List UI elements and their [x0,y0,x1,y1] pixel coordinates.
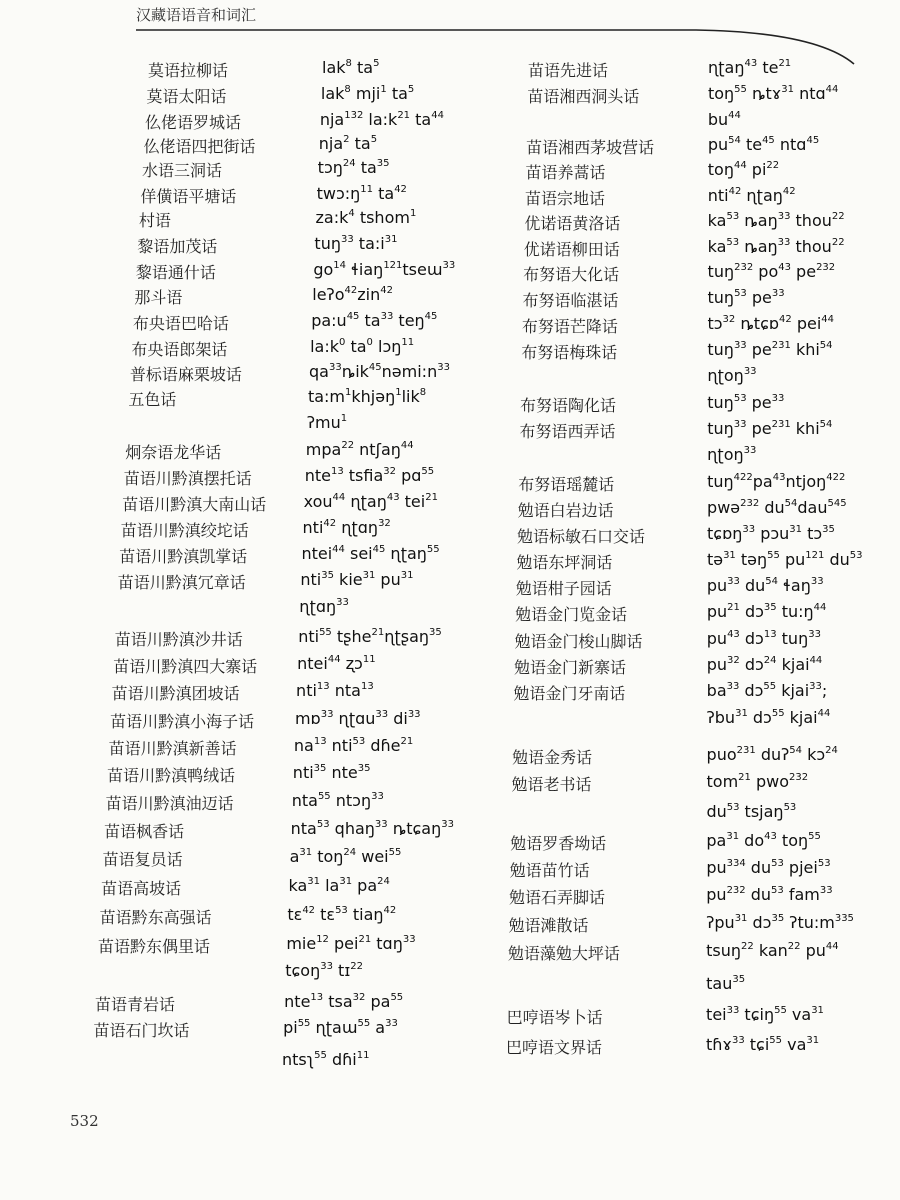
phonetic-form: tɛ$^{42}$ tɛ$^{53}$ tiaŋ$^{42}$ [287,905,397,924]
phonetic-form: $pu^{54}$ $te^{45}$ ntɑ$^{45}$ [707,135,820,154]
phonetic-form: ʔbu$^{31}$ dɔ$^{55}$ kjai$^{44}$ [706,708,831,727]
phonetic-form: tɕɒŋ$^{33}$ pɔu$^{31}$ tɔ$^{35}$ [707,524,835,543]
variety-name: 水语三洞话 [141,161,222,180]
phonetic-form: tɔ$^{32}$ ȵtɕɒ$^{42}$ pei$^{44}$ [707,314,835,333]
variety-name: 黎语加茂话 [137,237,218,256]
variety-name: 苗语黔东偶里话 [98,937,211,956]
phonetic-form: nti$^{42}$ ɳʈɑŋ$^{32}$ [302,518,391,537]
phonetic-form: nti$^{35}$ kie$^{31}$ $pu^{31}$ [300,570,414,589]
variety-name: 苗语川黔滇冗章话 [117,573,246,592]
phonetic-form: $la:k^0$ $ta^0$ lɔŋ$^{11}$ [310,337,415,356]
phonetic-form: tuŋ$^{53}$ $pe^{33}$ [707,288,785,307]
variety-name: 黎语通什话 [135,263,216,282]
phonetic-form: tom$^{21}$ pwo$^{232}$ [706,772,809,791]
phonetic-form: nta$^{55}$ ntɔŋ$^{33}$ [291,791,384,810]
running-header: 汉藏语语音和词汇 [136,6,257,24]
phonetic-form: tɔŋ$^{24}$ $ta^{35}$ [317,158,390,177]
phonetic-form: puo$^{231}$ duʔ$^{54}$ kɔ$^{24}$ [706,745,838,764]
phonetic-form: tuŋ$^{33}$ $pe^{231}$ khi$^{54}$ [707,419,833,438]
variety-name: 苗语川黔滇绞坨话 [120,521,249,540]
phonetic-form: $ta:m^1khjəŋ^1lik^8$ [307,387,427,406]
phonetic-form: tə$^{31}$ təŋ$^{55}$ $pu^{121}$ $du^{53}$ [706,550,863,569]
variety-name: 勉语苗竹话 [509,861,590,880]
variety-name: 佯僙语平塘话 [140,187,237,206]
variety-name: 勉语滩散话 [508,916,589,935]
variety-name: 莫语拉柳话 [148,61,229,80]
variety-name: 苗语川黔滇团坡话 [111,684,240,703]
variety-name: 苗语先进话 [528,61,609,80]
phonetic-form: ʔpu$^{31}$ dɔ$^{35}$ $ʔtu:m^{335}$ [706,913,854,932]
phonetic-form: $pu^{33}$ $du^{54}$ ɬaŋ$^{33}$ [706,576,824,595]
variety-name: 苗语川黔滇大南山话 [122,495,267,514]
phonetic-form: $tuŋ^{422}pa^{43}ntjoŋ^{422}$ [707,472,846,491]
variety-name: 布努语大化话 [523,265,620,284]
variety-name: 布努语瑶麓话 [518,475,615,494]
variety-name: 苗语川黔滇摆托话 [123,469,252,488]
variety-name: 苗语湘西洞头话 [527,87,640,106]
variety-name: 五色话 [128,390,177,409]
variety-name: 勉语白岩边话 [517,501,614,520]
variety-name: 布努语临湛话 [522,291,619,310]
phonetic-form: ɳʈaŋ$^{43}$ $te^{21}$ [708,58,792,77]
variety-name: 苗语高坡话 [101,879,182,898]
variety-name: 仫佬语四把街话 [143,137,256,156]
variety-name: 布央语巴哈话 [132,314,229,333]
variety-name: 布努语西弄话 [519,422,616,441]
variety-name: 苗语川黔滇四大寨话 [113,657,258,676]
phonetic-form: ntsʅ$^{55}$ dɦi$^{11}$ [282,1050,370,1069]
variety-name: 苗语复员话 [102,850,183,869]
phonetic-form: mɒ$^{33}$ ɳʈɑu$^{33}$ $di^{33}$ [294,709,421,728]
variety-name: 优诺语柳田话 [523,240,620,259]
page-number: 532 [70,1112,99,1130]
phonetic-form: $a^{31}$ toŋ$^{24}$ wei$^{55}$ [289,847,402,866]
phonetic-form: tuŋ$^{53}$ $pe^{33}$ [707,393,785,412]
variety-name: 布努语陶化话 [520,396,617,415]
phonetic-form: $qa^{33}ȵik^{45}nəmi:n^{33}$ [309,362,450,381]
variety-name: 勉语金门新寨话 [513,658,626,677]
variety-name: 苗语青岩话 [95,995,176,1014]
phonetic-form: $pa:u^{45}$ $ta^{33}$ teŋ$^{45}$ [311,311,438,330]
phonetic-form: $pu^{232}$ $du^{53}$ fam$^{33}$ [706,885,833,904]
phonetic-form: toŋ$^{55}$ ȵtɤ$^{31}$ ntɑ$^{44}$ [707,84,839,103]
phonetic-form: leʔo$^{42}$zin$^{42}$ [312,285,393,304]
variety-name: 那斗语 [134,288,183,307]
variety-name: 苗语石门坎话 [93,1021,190,1040]
phonetic-form: toŋ$^{44}$ $pi^{22}$ [707,160,780,179]
phonetic-form: nti$^{55}$ tʂhe$^{21}$ɳʈʂaŋ$^{35}$ [298,627,442,646]
phonetic-form: xou$^{44}$ ɳʈaŋ$^{43}$ tei$^{21}$ [303,492,438,511]
phonetic-form: ɳʈɑŋ$^{33}$ [299,597,349,616]
variety-name: 普标语麻栗坡话 [129,365,242,384]
variety-name: 巴哼语文界话 [506,1038,603,1057]
phonetic-form: $ka^{53}$ ȵaŋ$^{33}$ thou$^{22}$ [707,237,845,256]
phonetic-form: tei$^{33}$ tɕiŋ$^{55}$ $va^{31}$ [706,1005,824,1024]
phonetic-form: $du^{53}$ tsjaŋ$^{53}$ [706,802,797,821]
variety-name: 勉语金秀话 [512,748,593,767]
variety-name: 苗语养蒿话 [525,163,606,182]
variety-name: 巴哼语岑卜话 [506,1008,603,1027]
variety-name: 勉语柑子园话 [515,579,612,598]
phonetic-form: $pa^{31}$ $do^{43}$ toŋ$^{55}$ [706,831,821,850]
phonetic-form: tɦɤ$^{33}$ tɕi$^{55}$ $va^{31}$ [706,1035,820,1054]
variety-name: 勉语藻勉大坪话 [507,944,620,963]
variety-name: 炯奈语龙华话 [125,443,222,462]
variety-name: 苗语枫香话 [104,822,185,841]
phonetic-form: tuŋ$^{33}$ $ta:i^{31}$ [314,234,398,253]
phonetic-form: nte$^{13}$ tsfia$^{32}$ pɑ$^{55}$ [304,466,435,485]
phonetic-form: $bu^{44}$ [707,110,741,129]
phonetic-form: lak$^8$ mji$^1$ $ta^5$ [320,84,415,103]
phonetic-form: nte$^{13}$ tsa$^{32}$ $pa^{55}$ [284,992,404,1011]
phonetic-form: lak$^8$ $ta^5$ [322,58,380,77]
variety-name: 苗语川黔滇鸭绒话 [107,766,236,785]
variety-name: 布努语芒降话 [521,317,618,336]
phonetic-form: tsuŋ$^{22}$ kan$^{22}$ $pu^{44}$ [706,941,839,960]
variety-name: 苗语川黔滇小海子话 [110,712,255,731]
variety-name: 苗语湘西茅坡营话 [526,138,655,157]
variety-name: 布央语郎架话 [131,340,228,359]
variety-name: 莫语太阳话 [146,87,227,106]
phonetic-form: $pu^{43}$ dɔ$^{13}$ tuŋ$^{33}$ [706,629,821,648]
phonetic-form: $pu^{21}$ dɔ$^{35}$ $tu:ŋ^{44}$ [706,602,827,621]
phonetic-form: nti$^{13}$ nta$^{13}$ [296,681,374,700]
phonetic-form: ɳʈoŋ$^{33}$ [707,445,757,464]
phonetic-form: mie$^{12}$ pei$^{21}$ tɑŋ$^{33}$ [286,934,416,953]
variety-name: 勉语金门梭山脚话 [514,632,643,651]
variety-name: 布努语梅珠话 [521,343,618,362]
variety-name: 勉语石弄脚话 [509,888,606,907]
phonetic-form: $ba^{33}$ dɔ$^{55}$ kjai$^{33}$; [706,681,828,700]
phonetic-form: ntei$^{44}$ sei$^{45}$ ɳʈaŋ$^{55}$ [301,544,440,563]
phonetic-form: tɕoŋ$^{33}$ tɪ$^{22}$ [285,961,364,980]
variety-name: 村语 [138,211,171,230]
phonetic-form: $ka^{31}$ $la^{31}$ $pa^{24}$ [288,876,390,895]
variety-name: 仫佬语罗城话 [144,113,241,132]
phonetic-form: ɳʈoŋ$^{33}$ [707,366,757,385]
variety-name: 苗语川黔滇凯掌话 [119,547,248,566]
phonetic-form: nta$^{53}$ qhaŋ$^{33}$ ȵtɕaŋ$^{33}$ [290,819,454,838]
phonetic-form: $pi^{55}$ ɳʈaɯ$^{55}$ $a^{33}$ [283,1018,398,1037]
phonetic-form: $pu^{32}$ dɔ$^{24}$ kjai$^{44}$ [706,655,823,674]
variety-name: 苗语黔东高强话 [99,908,212,927]
phonetic-form: mpa$^{22}$ ntʃaŋ$^{44}$ [305,440,414,459]
variety-name: 苗语宗地话 [524,189,605,208]
variety-name: 勉语金门牙南话 [513,684,626,703]
phonetic-form: $ka^{53}$ ȵaŋ$^{33}$ thou$^{22}$ [707,211,845,230]
variety-name: 勉语金门览金话 [515,605,628,624]
phonetic-form: pwə$^{232}$ $du^{54}dau^{545}$ [707,498,847,517]
phonetic-form: nti$^{35}$ nte$^{35}$ [292,763,371,782]
phonetic-form: nti$^{42}$ ɳʈaŋ$^{42}$ [707,186,796,205]
phonetic-form: $twɔ:ŋ^{11}$ $ta^{42}$ [316,184,407,203]
phonetic-form: $na^{13}$ nti$^{53}$ dɦe$^{21}$ [293,736,414,755]
variety-name: 苗语川黔滇油迈话 [105,794,234,813]
variety-name: 苗语川黔滇沙井话 [114,630,243,649]
phonetic-form: $go^{14}$ ɬiaŋ$^{121}$tseɯ$^{33}$ [313,260,456,279]
variety-name: 勉语东坪洞话 [516,553,613,572]
phonetic-form: tau$^{35}$ [706,974,746,993]
phonetic-form: tuŋ$^{232}$ $po^{43}$ $pe^{232}$ [707,262,836,281]
variety-name: 勉语标敏石口交话 [517,527,646,546]
phonetic-form: tuŋ$^{33}$ $pe^{231}$ khi$^{54}$ [707,340,833,359]
phonetic-form: nja$^2$ $ta^5$ [318,134,378,153]
variety-name: 优诺语黄洛话 [524,214,621,233]
phonetic-form: ʔmu$^1$ [306,413,348,432]
variety-name: 勉语罗香坳话 [510,834,607,853]
phonetic-form: nja$^{132}$ $la:k^{21}$ $ta^{44}$ [319,110,444,129]
variety-name: 勉语老书话 [511,775,592,794]
variety-name: 苗语川黔滇新善话 [108,739,237,758]
phonetic-form: ntei$^{44}$ ʐɔ$^{11}$ [297,654,376,673]
phonetic-form: $za:k^4$ tshom$^1$ [315,208,417,227]
phonetic-form: $pu^{334}$ $du^{53}$ pjei$^{53}$ [706,858,831,877]
